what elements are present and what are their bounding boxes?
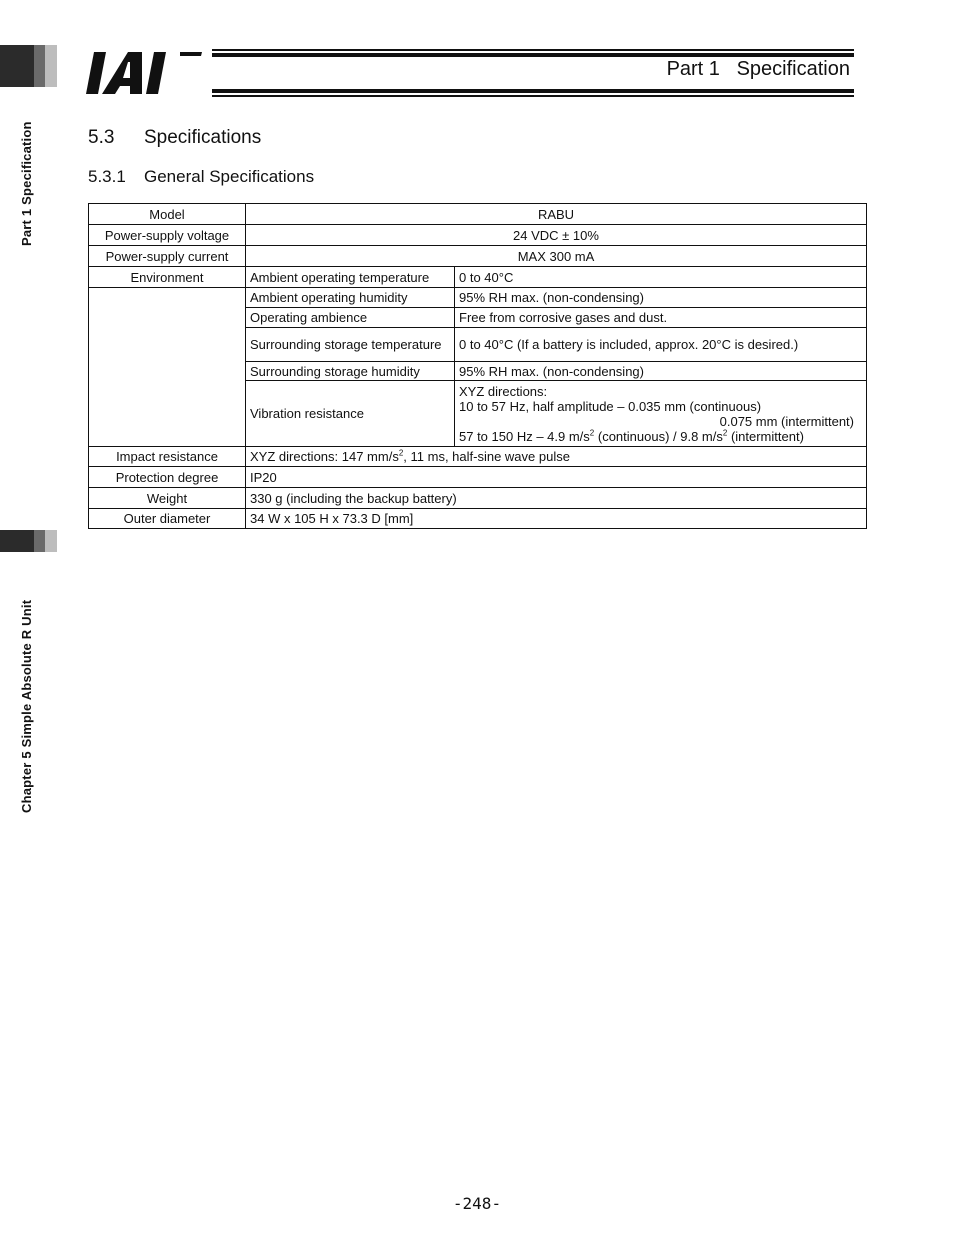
vibration-text: (intermittent) (727, 428, 804, 444)
environment-blank (89, 288, 246, 447)
impact-label: Impact resistance (89, 447, 246, 467)
side-tab-top-light (45, 45, 57, 87)
header-rule-top-thin (212, 49, 854, 51)
table-row (89, 467, 867, 488)
current-value: MAX 300 mA (246, 246, 867, 267)
section-heading (88, 127, 261, 149)
table-row (89, 288, 867, 308)
side-label-chapter: Chapter 5 Simple Absolute R Unit (19, 599, 34, 813)
subsection-number: 5.3.1 (88, 167, 126, 186)
vibration-label: Vibration resistance (246, 381, 455, 447)
subsection-title: General Specifications (144, 167, 315, 186)
impact-value (246, 447, 867, 467)
header-rule-bottom-thin (212, 95, 854, 97)
vibration-line: 10 to 57 Hz, half amplitude – 0.035 mm (continuous) (459, 398, 762, 414)
side-tab-top-mid (34, 45, 45, 87)
env-value: 0 to 40°C (455, 267, 867, 288)
vibration-line (459, 429, 862, 444)
table-row (89, 225, 867, 246)
header-rule-bottom (212, 89, 854, 93)
diameter-label: Outer diameter (89, 509, 246, 529)
superscript: 2 (398, 448, 404, 458)
env-item: Operating ambience (246, 308, 455, 328)
iai-logo (84, 48, 204, 98)
section-title: Specifications (144, 127, 262, 148)
side-tab-bottom-mid (34, 530, 45, 552)
env-item: Ambient operating humidity (246, 288, 455, 308)
superscript: 2 (722, 428, 728, 438)
protection-label: Protection degree (89, 467, 246, 488)
spec-table (88, 203, 867, 529)
voltage-value: 24 VDC ± 10% (246, 225, 867, 246)
table-row (89, 488, 867, 509)
weight-value: 330 g (including the backup battery) (246, 488, 867, 509)
side-tab-top (0, 45, 34, 87)
env-value: 0 to 40°C (If a battery is included, approx. 20°C is desired.) (455, 328, 867, 362)
model-label: Model (89, 204, 246, 225)
vibration-line: 0.075 mm (intermittent) (719, 413, 854, 429)
page-number: -248- (452, 1194, 502, 1213)
vibration-text: (continuous) / 9.8 m/s (594, 428, 723, 444)
vibration-value (455, 381, 867, 447)
section-number: 5.3 (88, 127, 115, 148)
vibration-line: XYZ directions: (459, 383, 548, 399)
impact-text: , 11 ms, half-sine wave pulse (403, 449, 570, 464)
side-tab-bottom-light (45, 530, 57, 552)
superscript: 2 (589, 428, 595, 438)
env-item: Surrounding storage humidity (246, 362, 455, 381)
table-row (89, 267, 867, 288)
header-rule-top (212, 53, 854, 57)
current-label: Power-supply current (89, 246, 246, 267)
table-row (89, 447, 867, 467)
vibration-text: 57 to 150 Hz – 4.9 m/s (459, 428, 590, 444)
header-title: Part 1 Specification (666, 58, 850, 80)
subsection-heading (88, 167, 314, 187)
env-item: Ambient operating temperature (246, 267, 455, 288)
side-label-part: Part 1 Specification (19, 121, 34, 246)
model-value: RABU (246, 204, 867, 225)
environment-label: Environment (89, 267, 246, 288)
weight-label: Weight (89, 488, 246, 509)
env-value: 95% RH max. (non-condensing) (455, 288, 867, 308)
impact-text: XYZ directions: 147 mm/s (250, 449, 399, 464)
side-tab-bottom (0, 530, 34, 552)
voltage-label: Power-supply voltage (89, 225, 246, 246)
table-row (89, 204, 867, 225)
protection-value: IP20 (246, 467, 867, 488)
env-item: Surrounding storage temperature (246, 328, 455, 362)
table-row (89, 246, 867, 267)
table-row (89, 509, 867, 529)
env-value: Free from corrosive gases and dust. (455, 308, 867, 328)
env-value: 95% RH max. (non-condensing) (455, 362, 867, 381)
diameter-value: 34 W x 105 H x 73.3 D [mm] (246, 509, 867, 529)
